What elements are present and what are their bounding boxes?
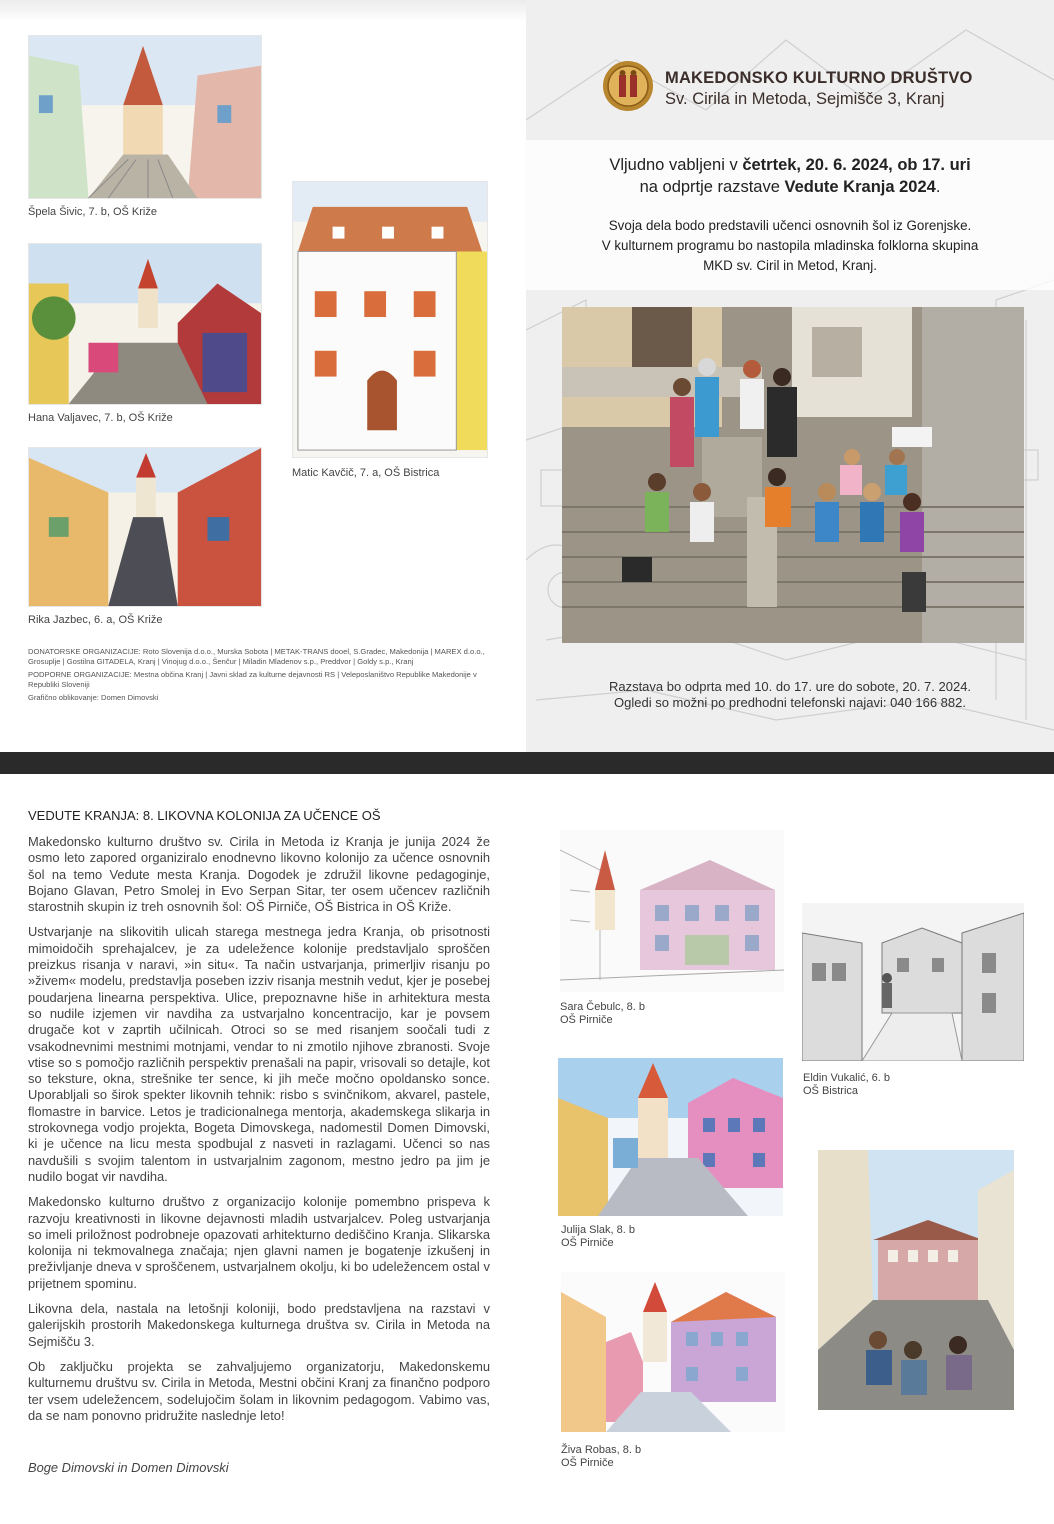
- drawing-robas: [561, 1272, 785, 1432]
- credits: [28, 647, 490, 706]
- page-divider: [0, 752, 1054, 774]
- caption-kavcic: Matic Kavčič, 7. a, OŠ Bistrica: [292, 467, 440, 479]
- caption-valjavec: Hana Valjavec, 7. b, OŠ Križe: [28, 412, 173, 424]
- caption-jazbec: Rika Jazbec, 6. a, OŠ Križe: [28, 614, 163, 626]
- article-paragraph: Ustvarjanje na slikovitih ulicah starega mestnega jedra Kranja, ob prisotnosti mimoidočih sprehajalcev, je za udeležence kolonije predstavljalo sproščen preizkus risanja v naravi, »in situ«. Ta način ustvarjanja, primerljiv risanju po »živem« modelu, predstavlja poseben izziv risanja mestnih vedut, kjer je posebej poudarjena linearna perspektiva. Ulice, prepoznavne hiše in arhitektura mesta so nudile izjemen vir navdiha za ustvarjalno koncentracijo, kar je povsem drugače kot v zaprtih učilnicah. Otroci so se med risanjem soočali tudi z vsakodnevnimi mestnimi motnjami, vendar to ni zmotilo njihove zbranosti. Svoje vtise so s pomočjo različnih perspektiv prenašali na papir, vrisovali so detajle, kot so teksture, okna, strešnike ter sence, ki jih meče močno opoldansko sonce. Uporabljali so širok spekter likovnih tehnik: risbo s svinčnikom, akvarel, pastele, flomastre in barvice. Letos je tradicionalnega mentorja, akademskega slikarja in strokovnega vodjo projekta, Bogeta Dimovskega, nadomestil Domen Dimovski, ki je učence na licu mesta spodbujal z nasveti in razlagami. Učenci so nas navdušili s svojim talentom in ustvarjalnim zagonom, mestno jedro pa jim je nudilo bogat vir navdiha.: [28, 924, 490, 1184]
- caption-vukalic: Eldin Vukalić, 6. b OŠ Bistrica: [803, 1072, 891, 1097]
- society-logo: [602, 60, 654, 112]
- article-paragraph: Makedonsko kulturno društvo sv. Cirila in Metoda iz Kranja je junija 2024 že osmo leto zapored organiziralo enodnevno likovno kolonijo za učence osnovnih šol na temo Vedute mesta Kranja. Dogodek je združil likovne pedagoginje, Bojano Glavan, Petro Smolej in Evo Serpan Sitar, ter osem učencev različnih starostnih skupin iz treh osnovnih šol: OŠ Pirniče, OŠ Bistrica in OŠ Križe.: [28, 834, 490, 915]
- left-page: [0, 0, 526, 752]
- article-signature: Boge Dimovski in Domen Dimovski: [28, 1460, 229, 1475]
- group-photo: [562, 307, 1024, 643]
- drawing-slak: [558, 1058, 783, 1216]
- drawing-kavcic: [292, 181, 488, 458]
- drawing-sivic: [28, 35, 262, 199]
- article-paragraph: Ob zaključku projekta se zahvaljujemo organizatorju, Makedonskemu kulturnemu društvu sv. Cirila in Metoda, Mestni občini Kranj za finančno podporo ter vsem udeležencem, sodelujočim šolam in likovnim pedagogom. Vabimo vas, da se nam ponovno pridružite naslednje leto!: [28, 1358, 490, 1423]
- program-text: Svoja dela bodo predstavili učenci osnovnih šol iz Gorenjske. V kulturnem programu bo nastopila mladinska folklorna skupina MKD sv. Ciril in Metod, Kranj.: [601, 218, 979, 273]
- drawing-valjavec: [28, 243, 262, 405]
- credits-supporters: PODPORNE ORGANIZACIJE: Mestna občina Kranj | Javni sklad za kulturne dejavnosti RS | Veleposlaništvo Republike Makedonije v Republiki Sloveniji: [28, 670, 477, 689]
- invitation-spread: [0, 0, 1054, 752]
- article-paragraph: Makedonsko kulturno društvo z organizacijo kolonije pomembno prispeva k razvoju kreativnosti in likovne dejavnosti mladih ustvarjalcev. Poleg ustvarjanja so imeli priložnost podrobneje opazovati arhitekturno dediščino Kranja. Slikarska kolonija ni tekmovalnega značaja; njen glavni namen je bogatenje izkušenj in preživljanje dneva v sproščenem, ustvarjalnem okolju, ki bo udeležencem ostal v prijetnem spominu.: [28, 1194, 490, 1291]
- caption-cebulc: Sara Čebulc, 8. b OŠ Pirniče: [560, 1001, 645, 1026]
- credits-design: Grafično oblikovanje: Domen Dimovski: [28, 693, 159, 702]
- exhibition-info: [526, 679, 1054, 711]
- photo-street: [818, 1150, 1014, 1410]
- drawing-jazbec: [28, 447, 262, 607]
- drawing-cebulc: [560, 830, 784, 992]
- caption-slak: Julija Slak, 8. b OŠ Pirniče: [561, 1224, 635, 1249]
- opening-hours: Razstava bo odprta med 10. do 17. ure do sobote, 20. 7. 2024.: [608, 679, 972, 694]
- credits-donors: DONATORSKE ORGANIZACIJE: Roto Slovenija d.o.o., Murska Sobota | METAK-TRANS dooel, S.Gradec, Makedonija | MAREX d.o.o., Grosuplje | Gostilna GITADELA, Kranj | Vinojug d.o.o., Šenčur | Miladin Mladenov s.p., Preddvor | Goldy s.p., Kranj: [28, 647, 485, 666]
- article-title: VEDUTE KRANJA: 8. LIKOVNA KOLONIJA ZA UČENCE OŠ: [28, 808, 381, 823]
- caption-robas: Živa Robas, 8. b OŠ Pirniče: [561, 1444, 642, 1469]
- phone-note: Ogledi so možni po predhodni telefonski najavi: 040 166 882.: [614, 695, 966, 710]
- org-name: MAKEDONSKO KULTURNO DRUŠTVO: [665, 69, 973, 87]
- article-body: [28, 834, 490, 1433]
- exhibition-name: Vedute Kranja 2024: [784, 178, 936, 196]
- drawing-vukalic: [802, 903, 1024, 1061]
- caption-sivic: Špela Šivic, 7. b, OŠ Križe: [28, 206, 157, 218]
- event-datetime: četrtek, 20. 6. 2024, ob 17. uri: [742, 156, 971, 174]
- org-address: Sv. Cirila in Metoda, Sejmišče 3, Kranj: [665, 90, 945, 108]
- invitation-text: Vljudno vabljeni v četrtek, 20. 6. 2024, ob 17. uri na odprtje razstave Vedute Kranja 2024.: [609, 156, 971, 196]
- article-paragraph: Likovna dela, nastala na letošnji koloniji, bodo predstavljena na razstavi v galerijskih prostorih Makedonskega kulturnega društva sv. Cirila in Metoda na Sejmišču 3.: [28, 1301, 490, 1349]
